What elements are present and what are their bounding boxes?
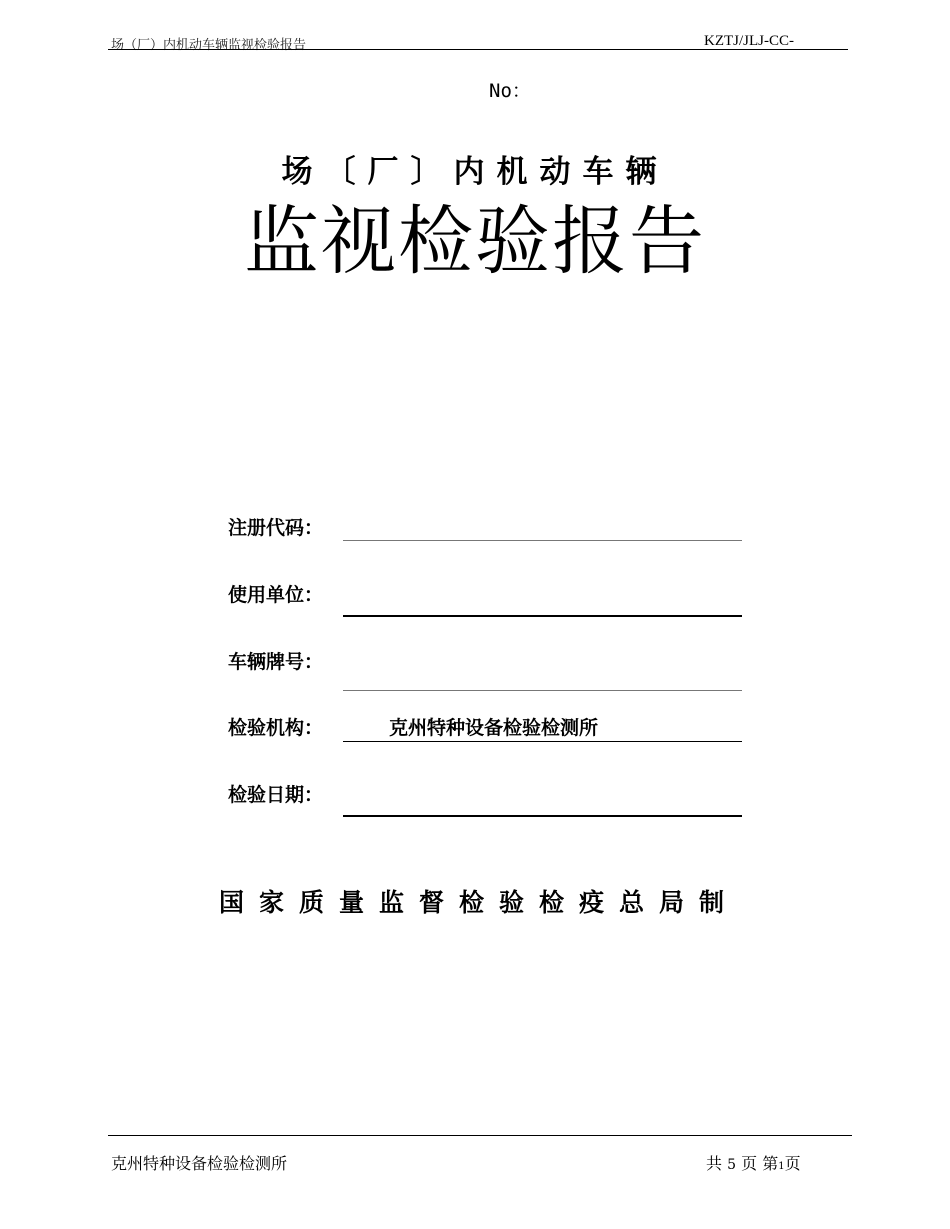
footer-pages-suffix: 页 [784,1154,801,1173]
footer-current-page: 1 [778,1161,785,1172]
footer-pages-prefix: 共 [706,1154,723,1173]
footer-rule [108,1135,852,1136]
issuing-authority: 国家质量监督检验检疫总局制 [218,888,739,917]
report-title-line2: 监视检验报告 [243,197,706,285]
registration-code-label: 注册代码： [228,517,324,539]
plate-number-label: 车辆牌号： [228,651,324,673]
report-title-line1: 场〔厂〕内机动车辆 [281,154,669,190]
header-document-title: 场（厂）内机动车辆监视检验报告 [111,38,307,53]
header-document-code: KZTJ/JLJ-CC- [704,33,794,49]
user-unit-field [343,615,742,617]
plate-number-field [343,690,742,691]
footer-pages-mid: 页 第 [741,1154,779,1173]
inspection-agency-field [343,741,742,742]
footer-total-pages: 5 [727,1157,737,1173]
user-unit-label: 使用单位： [228,584,324,606]
header-rule [108,49,848,50]
inspection-agency-label: 检验机构： [228,717,324,739]
registration-code-field [343,540,742,541]
inspection-agency-value: 克州特种设备检验检测所 [389,717,599,739]
footer-page-info [706,1151,801,1174]
inspection-date-field [343,815,742,817]
inspection-date-label: 检验日期： [228,784,324,806]
footer-organization: 克州特种设备检验检测所 [111,1154,288,1173]
report-number-label: No： [489,80,531,102]
